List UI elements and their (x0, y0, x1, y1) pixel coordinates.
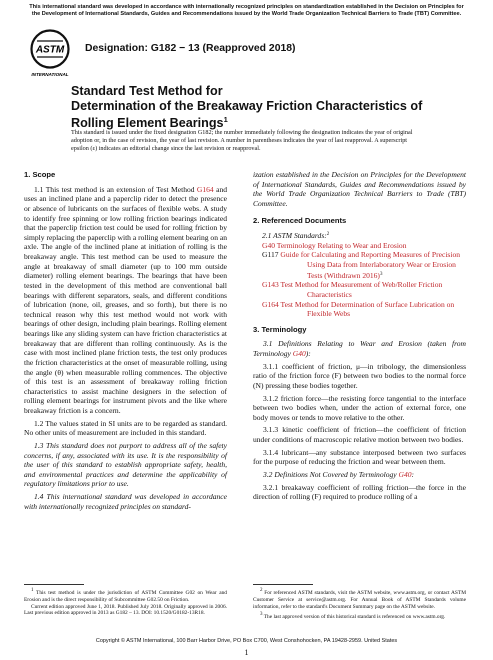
section-heading-referenced: 2. Referenced Documents (253, 215, 347, 225)
ref-code-g164[interactable]: G164 (262, 299, 279, 309)
footnote-rule-left (24, 584, 84, 585)
referenced-documents-list (253, 230, 466, 319)
footnote-2-text: For referenced ASTM standards, visit the ASTM website, www.astm.org, or contact ASTM Customer Service at service@astm.org. For Annual Book of ASTM Standards volume information, refer to the standard's Document Summary page on the ASTM website. (253, 590, 466, 610)
ref-title-g143[interactable]: Test Method for Measurement of Web/Roller Friction Characteristics (278, 280, 443, 299)
footnotes-left (24, 588, 227, 617)
right-column (253, 170, 466, 505)
logo-text-top: ASTM (35, 44, 65, 56)
para-1-1-text-a: 1.1 This test method is an extension of Test Method (34, 184, 197, 194)
para-3-1-1: 3.1.1 coefficient of friction, μ—in tribology, the dimensionless ratio of the friction force (F) between two bodies to the normal force (N) pressing these bodies together. (253, 361, 466, 390)
para-3-2-1: 3.2.1 breakaway coefficient of rolling friction—the force in the direction of rolling (F) required to produce rolling of a (253, 482, 466, 502)
footnote-mark-3: 3 (379, 271, 383, 277)
title-line-3 (71, 113, 451, 131)
wto-notice: This international standard was developed in accordance with internationally recognized principles on standardization established in the Decision on Principles for the Development of International Standards, Guides and Recommendations issued by the World Trade Organization Technical Barriers to Trade (TBT) Committee. (29, 4, 464, 17)
title-line-3-text: Rolling Element Bearings (71, 116, 224, 130)
footnote-3-text: The last approved version of this historical standard is referenced on www.astm.org. (263, 614, 446, 621)
para-1-4-continued: ization established in the Decision on Principles for the Development of International Standards, Guides and Recommendations issued by the World Trade Organization Technical Barriers to Trade (TBT) Committee. (253, 170, 466, 208)
ref-item-g40 (262, 241, 466, 251)
para-3-1-3: 3.1.3 kinetic coefficient of friction—the coefficient of friction under conditions of macroscopic relative motion between two bodies. (253, 425, 466, 444)
page-number: 1 (244, 648, 249, 657)
left-column (24, 170, 227, 514)
footnote-1-edition: Current edition approved June 1, 2018. Published July 2018. Originally approved in 2006. Last previous edition approved in 2013 as G182 – 13. DOI: 10.1520/G0182-13R18. (24, 603, 227, 617)
footnote-3: 3 The last approved version of this historical standard is referenced on www.astm.org. (260, 612, 446, 621)
ref-title-g164[interactable]: Test Method for Determination of Surface Lubrication on Flexible Webs (278, 299, 455, 319)
footnotes-right (253, 588, 466, 621)
astm-standards-label (262, 230, 466, 241)
ref-item-g164 (262, 300, 466, 319)
para-1-1 (24, 185, 227, 416)
para-3-2-text-b: : (411, 469, 415, 479)
section-heading-scope: 1. Scope (24, 170, 56, 179)
link-g40-b[interactable]: G40 (398, 469, 412, 479)
astm-standards-text: 2.1 ASTM Standards: (262, 231, 327, 241)
footnote-1: 1 This test method is under the jurisdiction of ASTM Committee G02 on Wear and Erosion and is the direct responsibility of Subcommittee G02.50 on Friction. (24, 588, 227, 603)
copyright-footer: Copyright © ASTM International, 100 Barr Harbor Drive, PO Box C700, West Conshohocken, PA 19428-2959. United States (95, 638, 398, 644)
ref-code-g117: G117 (262, 250, 279, 260)
footnote-1-text: This test method is under the jurisdiction of ASTM Committee G02 on Wear and Erosion and is the direct responsibility of Subcommittee G02.50 on Friction. (24, 590, 227, 603)
footnote-mark-2: 2 (326, 232, 330, 238)
ref-title-g40[interactable]: Terminology Relating to Wear and Erosion (275, 240, 407, 250)
ref-title-g117[interactable]: Guide for Calculating and Reporting Measures of Precision Using Data from Interlaboratory Wear or Erosion Tests (Withdrawn 2016) (278, 250, 461, 280)
para-3-1-2: 3.1.2 friction force—the resisting force tangential to the interface between two bodies when, under the action of external force, one body moves or tends to move relative to the other. (253, 393, 466, 422)
logo-text-bottom: INTERNATIONAL (31, 72, 69, 77)
link-g164[interactable]: G164 (196, 184, 214, 194)
para-3-1-4: 3.1.4 lubricant—any substance interposed between two surfaces for the purpose of reducing the friction and wear between them. (253, 447, 466, 467)
para-1-1-text-b: and uses an inclined plane and a paperclip rider to detect the presence or absence of lubricants on the surfaces of flexible webs. A study to identify free spinning or low rolling friction bearings indicated that the paperclip friction test could be used for rolling friction by simply replacing the paperclip with a rolling element bearing on an axle. The angle of the inclined plane at initiation of rolling is the breakaway angle. This test method can be used to measure the angle at breakaway of small diameter (up to 100 mm outside diameter) rolling element bearings. The bearings that have been tested in the development of this method are conventional ball bearings with different separators, seals, and different conditions of lubrication (none, oil, greases, and so forth), but there is no technical reason why this test method would not work with bearings of other design, including plain bearings. Rolling element bearings like any sliding system can have friction characteristics at breakaway that are different than rolling continuously. As is the case with most inclined plane friction tests, the test only produces the friction characteristics at the onset of measurable rolling, using the angle (θ) when measurable rolling commences. The objective of this test is an assessment of breakaway rolling friction characteristics to assist machine designers in the selection of rolling element bearings for instrument pivots and the like where breakaway friction is a concern. (24, 184, 227, 415)
ref-code-g40[interactable]: G40 (262, 240, 275, 250)
section-heading-terminology: 3. Terminology (253, 324, 307, 334)
designation: Designation: G182 − 13 (Reapproved 2018) (85, 43, 296, 54)
issued-note: This standard is issued under the fixed designation G182; the number immediately following the designation indicates the year of original adoption or, in the case of revision, the year of last revision. A number in parentheses indicates the year of last reapproval. A superscript epsilon (ε) indicates an editorial change since the last revision or reapproval. (71, 129, 413, 152)
ref-item-g117 (262, 250, 466, 280)
para-1-2: 1.2 The values stated in SI units are to be regarded as standard. No other units of measurement are included in this standard. (24, 418, 227, 438)
para-1-3: 1.3 This standard does not purport to address all of the safety concerns, if any, associated with its use. It is the responsibility of the user of this standard to establish appropriate safety, health, and environmental practices and determine the applicability of regulatory limitations prior to use. (24, 440, 227, 489)
para-3-1-text-b: ): (305, 349, 311, 358)
astm-logo (29, 27, 73, 79)
para-3-2-text-a: 3.2 Definitions Not Covered by Terminology (263, 469, 399, 479)
para-3-1-text-a: 3.1 Definitions Relating to Wear and Erosion (taken from Terminology (253, 339, 466, 358)
title-line-1: Standard Test Method for (71, 84, 223, 98)
footnote-2: 2 For referenced ASTM standards, visit the ASTM website, www.astm.org, or contact ASTM Customer Service at service@astm.org. For Annual Book of ASTM Standards volume information, refer to the standard's Document Summary page on the ASTM website. (253, 588, 466, 610)
footnote-rule-right (253, 584, 313, 585)
title-footnote-mark: 1 (223, 115, 228, 124)
para-1-4: 1.4 This international standard was developed in accordance with internationally recognized principles on standard- (24, 492, 227, 511)
para-3-2 (253, 470, 466, 480)
standard-title (71, 84, 451, 131)
link-g40-a[interactable]: G40 (292, 349, 306, 358)
title-line-2: Determination of the Breakaway Friction Characteristics of (71, 98, 423, 113)
ref-item-g143 (262, 280, 466, 299)
ref-code-g143[interactable]: G143 (262, 280, 279, 290)
para-3-1 (253, 339, 466, 358)
